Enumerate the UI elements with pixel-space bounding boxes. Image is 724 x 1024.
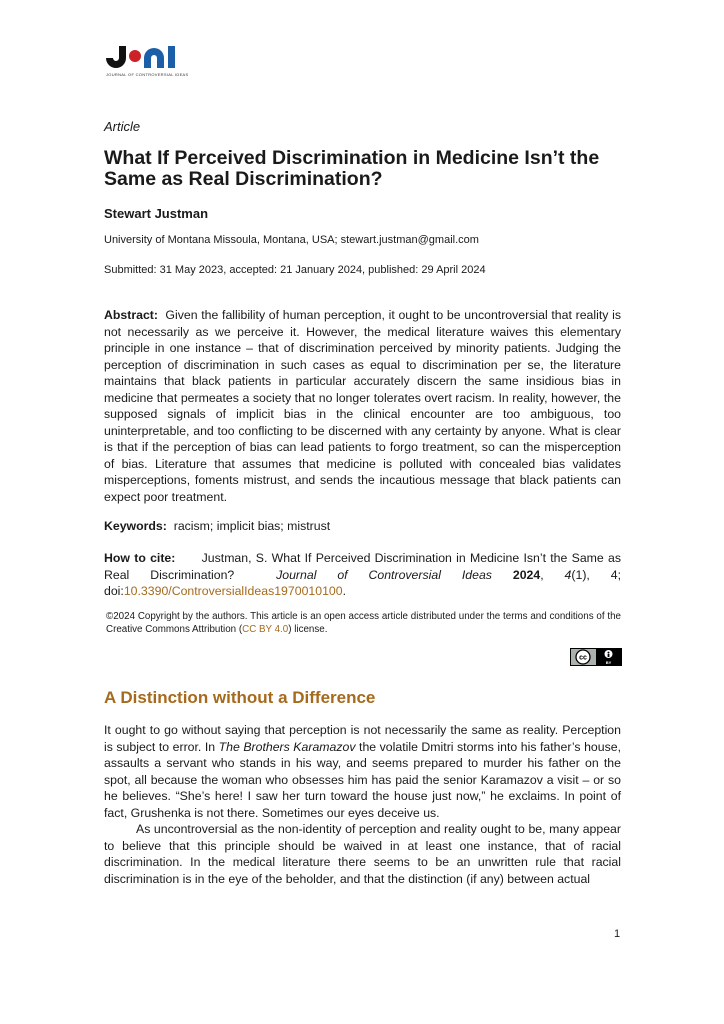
license-link[interactable]: CC BY 4.0 [242, 624, 289, 635]
keywords-text: racism; implicit bias; mistrust [173, 519, 331, 533]
section-heading: A Distinction without a Difference [104, 688, 376, 707]
copyright-suffix: ) license. [288, 624, 328, 635]
copyright-notice [106, 610, 621, 636]
paragraph-1-text-a: It ought to go without saying that perception is not necessarily the same as reality. Perception is subject to error. In [104, 723, 621, 754]
copyright-prefix: ©2024 Copyright by the authors. This article is an open access article distributed under the terms and conditions of the Creative Commons Attribution ( [106, 611, 621, 635]
journal-logo-text: JOURNAL OF CONTROVERSIAL IDEAS [106, 72, 189, 77]
book-title: The Brothers Karamazov [218, 739, 356, 754]
page-number: 1 [614, 928, 621, 940]
article-type: Article [104, 119, 141, 134]
citation-issue: (1), 4; doi: [104, 567, 621, 598]
citation-volume: 4 [564, 567, 572, 582]
cc-by-license-badge[interactable] [570, 648, 622, 666]
keywords [104, 519, 621, 533]
citation-text: Justman, S. What If Perceived Discrimination in Medicine Isn’t the Same as Real Discrimination? [104, 551, 621, 582]
author-name: Stewart Justman [104, 206, 209, 221]
doi-link[interactable]: 10.3390/ControversialIdeas1970010100 [123, 584, 343, 598]
abstract [104, 307, 621, 505]
citation-journal: Journal of Controversial Ideas [276, 567, 492, 582]
author-affiliation: University of Montana Missoula, Montana, USA; stewart.justman@gmail.com [104, 234, 479, 246]
how-to-cite: How to cite: Justman, S. What If Perceived Discrimination in Medicine Isn’t the Same as Real Discrimination? Journal of Controversial Ideas 2024, 4(1), 4; doi:10.3390/ControversialIdeas1970010100. [104, 551, 621, 598]
keywords-label: Keywords: [104, 519, 167, 533]
citation-end: . [342, 584, 347, 598]
cc-badge-by: BY [605, 660, 612, 665]
abstract-label: Abstract: [104, 308, 158, 322]
publication-dates: Submitted: 31 May 2023, accepted: 21 January 2024, published: 29 April 2024 [104, 264, 486, 276]
paragraph-1 [104, 722, 621, 821]
cc-badge-text: cc [579, 654, 587, 662]
citation-year: 2024 [512, 567, 541, 582]
abstract-text: Given the fallibility of human perception, it ought to be uncontroversial that reality is not necessarily as we perceive it. However, the medical literature waives this elementary principle in one instance – that of discrimination perceived by minority patients. Judging the perception of discrimination in such cases as equal to discrimination per se, the literature maintains that black patients in particular accurately discern the same insidious bias in medicine that permeates a society that no longer tolerates overt racism. In reality, however, the supposed signals of implicit bias in the clinical encounter are too ambiguous, too uninterpretable, and too conflicting to be discerned with any certainty by anyone. What is clear is that if the perception of bias can lead patients to forgo treatment, so can the misperception of bias. Literature that assumes that medicine is polluted with concealed bias validates misperceptions, foments mistrust, and sends the incautious message that black patients can expect poor treatment. [104, 308, 621, 504]
body-text [104, 722, 621, 887]
article-title: What If Perceived Discrimination in Medicine Isn’t the Same as Real Discrimination? [104, 147, 600, 190]
paragraph-1-text-b: the volatile Dmitri storms into his father’s house, assaults a servant who stands in his way, and seems prepared to murder his father on the spot, all because the woman who obsesses him has paid the senior Karamazov a visit – or so he believes. “She’s here! I saw her turn toward the house just now,” he exclaims. In point of fact, Grushenka is not there. Sometimes our eyes deceive us. [104, 739, 621, 820]
how-to-cite-label: How to cite: [104, 551, 176, 565]
paragraph-2: As uncontroversial as the non-identity of perception and reality ought to be, many appear to believe that this principle should be waived in at least one instance, that of racial discrimination. In the medical literature there seems to be an unwritten rule that racial discrimination is in the eye of the beholder, and that the distinction (if any) between actual [104, 822, 621, 886]
